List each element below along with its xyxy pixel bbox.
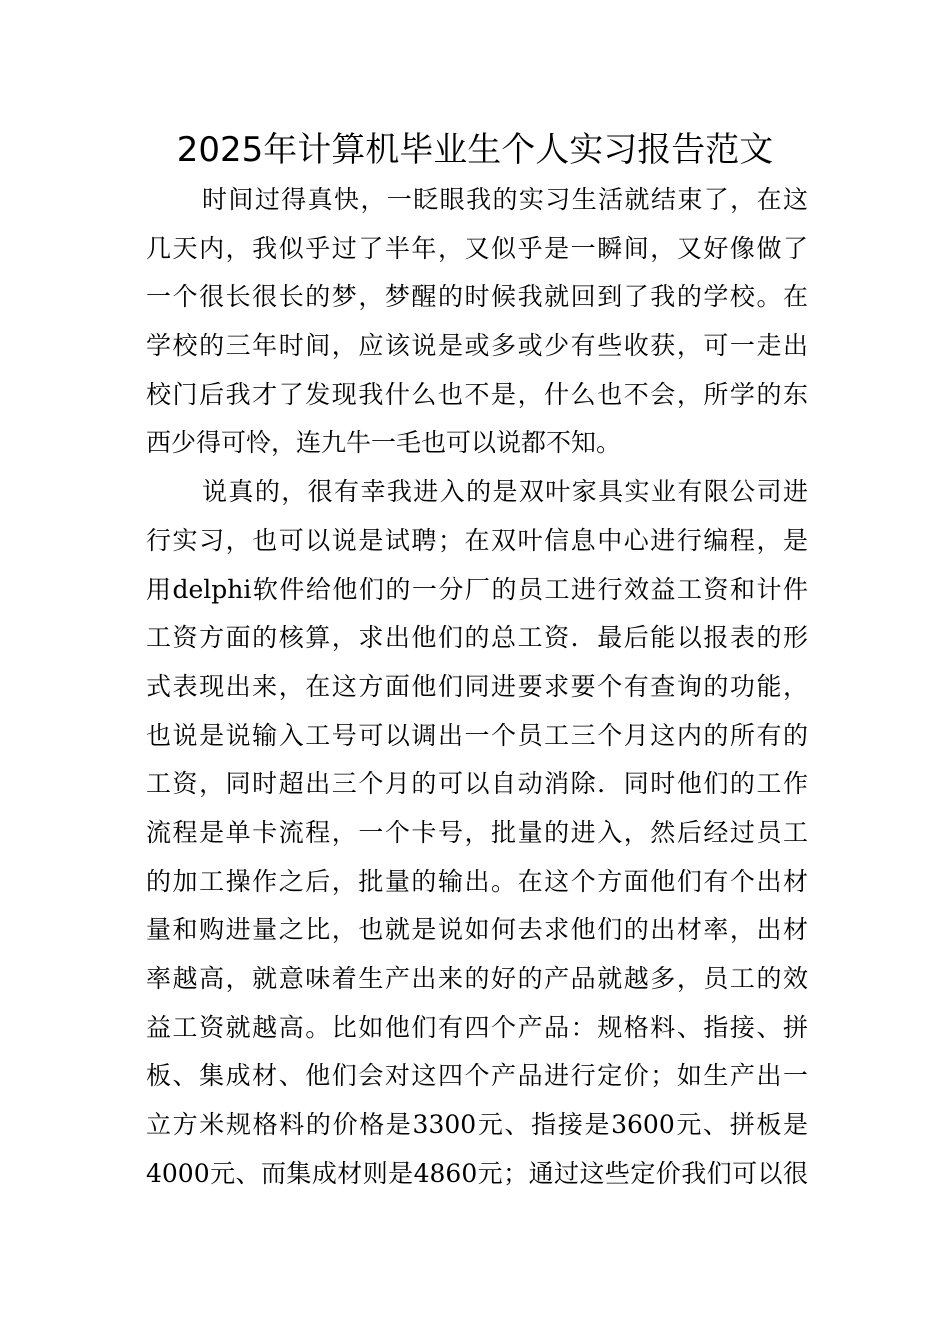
- paragraph-line: 4000元、而集成材则是4860元；通过这些定价我们可以很: [146, 1158, 808, 1188]
- paragraph-line: 工资方面的核算，求出他们的总工资．最后能以报表的形: [146, 623, 808, 653]
- paragraph-2: [146, 468, 808, 1198]
- paragraph-line: 一个很长很长的梦，梦醒的时候我就回到了我的学校。在: [146, 282, 808, 312]
- paragraph-line: 学校的三年时间，应该说是或多或少有些收获，可一走出: [146, 331, 808, 361]
- paragraph-line: 率越高，就意味着生产出来的好的产品就越多，员工的效: [146, 964, 808, 993]
- paragraph-line: 几天内，我似乎过了半年，又似乎是一瞬间，又好像做了: [146, 233, 808, 263]
- document-title: 2025年计算机毕业生个人实习报告范文: [176, 130, 774, 170]
- paragraph-line: 益工资就越高。比如他们有四个产品：规格料、指接、拼: [146, 1012, 808, 1042]
- paragraph-line: 时间过得真快，一眨眼我的实习生活就结束了，在这: [202, 185, 808, 214]
- paragraph-line: 校门后我才了发现我什么也不是，什么也不会，所学的东: [146, 379, 808, 409]
- paragraph-line: 立方米规格料的价格是3300元、指接是3600元、拼板是: [146, 1110, 808, 1140]
- paragraph-line: 工资，同时超出三个月的可以自动消除．同时他们的工作: [146, 769, 808, 799]
- paragraph-line: 量和购进量之比，也就是说如何去求他们的出材率，出材: [146, 915, 808, 945]
- paragraph-line: 说真的，很有幸我进入的是双叶家具实业有限公司进: [202, 477, 808, 507]
- paragraph-line: 板、集成材、他们会对这四个产品进行定价；如生产出一: [146, 1061, 808, 1091]
- paragraph-line: 用delphi软件给他们的一分厂的员工进行效益工资和计件: [146, 574, 808, 604]
- paragraph-1: [146, 176, 808, 468]
- paragraph-line: 流程是单卡流程，一个卡号，批量的进入，然后经过员工: [146, 817, 808, 847]
- paragraph-line: 式表现出来，在这方面他们同进要求要个有查询的功能，: [146, 671, 808, 701]
- paragraph-line: 行实习，也可以说是试聘；在双叶信息中心进行编程，是: [146, 525, 808, 555]
- paragraph-line: 的加工操作之后，批量的输出。在这个方面他们有个出材: [146, 866, 808, 896]
- paragraph-line: 西少得可怜，连九牛一毛也可以说都不知。: [146, 428, 622, 458]
- document-body: [146, 176, 808, 1198]
- paragraph-line: 也说是说输入工号可以调出一个员工三个月这内的所有的: [146, 720, 808, 750]
